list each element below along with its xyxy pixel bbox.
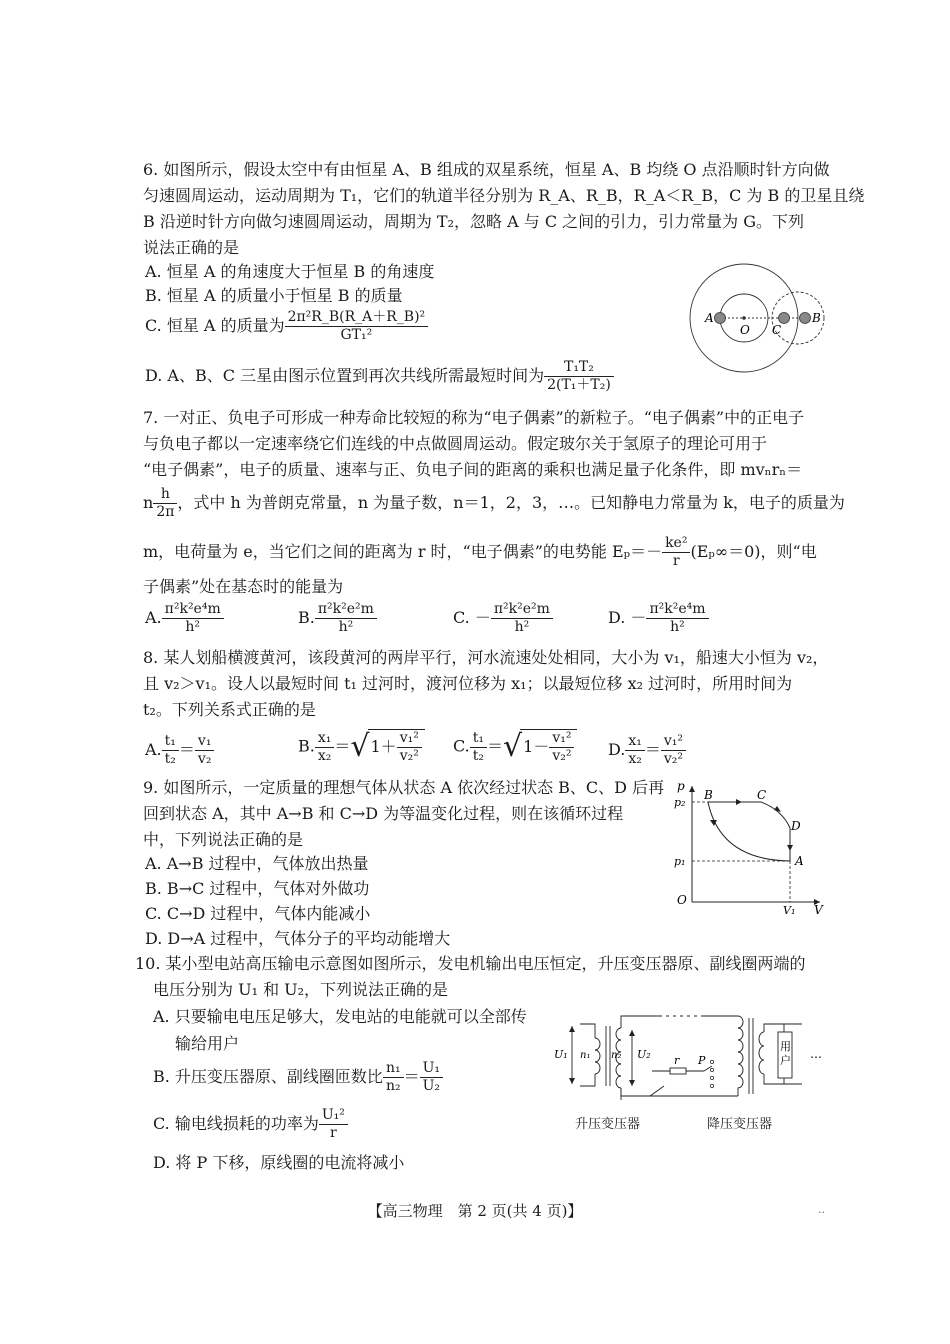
- label-user-1: 用: [780, 1040, 791, 1053]
- q10-line-1: 10. 某小型电站高压输电示意图如图所示，发电机输出电压恒定，升压变压器原、副线圈两端的: [135, 954, 806, 973]
- pv-diagram: [672, 776, 832, 916]
- q7-line-5: [143, 535, 817, 570]
- q6-option-c-label: C. 恒星 A 的质量为: [145, 316, 285, 335]
- q6-option-a: A. 恒星 A 的角速度大于恒星 B 的角速度: [145, 262, 435, 281]
- q9-line-2: 回到状态 A，其中 A→B 和 C→D 为等温变化过程，则在该循环过程: [143, 804, 624, 823]
- label-v: V: [814, 903, 823, 916]
- q7-line-3: “电子偶素”，电子的质量、速率与正、负电子间的距离的乘积也满足量子化条件，即 mvₙrₙ＝: [143, 460, 803, 479]
- label-n2: n₂: [611, 1050, 622, 1061]
- star-a: [715, 313, 726, 324]
- q7-line-4-rest: ，式中 h 为普朗克常量，n 为量子数，n＝1，2，3，…。已知静电力常量为 k，电子的质量为: [177, 493, 845, 512]
- label-o: O: [740, 323, 750, 337]
- label-p1: p₁: [674, 855, 686, 868]
- q8-line-2: 且 v₂＞v₁。设人以最短时间 t₁ 过河时，渡河位移为 x₁；以最短位移 x₂ 过河时，所用时间为: [143, 674, 793, 693]
- q7-option-c: C. － $\frac{\text{π²k²e²m}}{\text{h²}}$: [453, 601, 553, 636]
- q9-option-c: C. C→D 过程中，气体内能减小: [145, 904, 371, 923]
- q6-line-1: 6. 如图所示，假设太空中有由恒星 A、B 组成的双星系统，恒星 A、B 均绕 O 点沿顺时针方向做: [143, 160, 830, 179]
- p-axis-arrow: [689, 786, 695, 792]
- corner-mark: ..: [818, 1203, 825, 1216]
- q8-option-c: C. $\frac{\text{t₁}}{\text{t₂}}$ ＝√1－ $\frac{\text{v₁²}}{\text{v₂²}}$: [453, 729, 577, 765]
- label-p2: p₂: [674, 796, 686, 809]
- q10-option-a-1: A. 只要输电电压足够大，发电站的电能就可以全部传: [153, 1007, 527, 1026]
- center-o: [742, 316, 746, 320]
- q8-option-b: B. $\frac{\text{x₁}}{\text{x₂}}$ ＝√1＋ $\frac{\text{v₁²}}{\text{v₂²}}$: [298, 729, 425, 765]
- q9-option-a: A. A→B 过程中，气体放出热量: [145, 854, 369, 873]
- resistor-r: [670, 1068, 686, 1074]
- q7-line-4: [143, 486, 845, 521]
- q7-line-2: 与负电子都以一定速率绕它们连线的中点做圆周运动。假定玻尔关于氢原子的理论可用于: [143, 434, 768, 453]
- sqrt-sign: √: [350, 729, 370, 764]
- star-b: [800, 313, 811, 324]
- q6-option-c: [145, 309, 428, 344]
- u2-arrow-up: [629, 1030, 635, 1036]
- process-c-d: [761, 802, 790, 828]
- tap-4: [710, 1084, 713, 1087]
- q6-line-2: 匀速圆周运动，运动周期为 T₁，它们的轨道半径分别为 R_A、R_B，R_A＜R_B，C 为 B 的卫星且绕: [143, 186, 865, 205]
- primary-coil: [595, 1038, 600, 1074]
- label-c: C: [757, 788, 767, 802]
- down-secondary-coil: [759, 1032, 764, 1074]
- label-r: r: [674, 1054, 680, 1067]
- q9-option-b: B. B→C 过程中，气体对外做功: [145, 879, 370, 898]
- label-v1: V₁: [783, 904, 796, 916]
- q10-option-c: C. 输电线损耗的功率为 $\frac{\text{U₁²}}{r}$: [153, 1107, 348, 1142]
- tap-1: [710, 1060, 713, 1063]
- label-a: A: [705, 311, 714, 325]
- q6-line-4: 说法正确的是: [143, 238, 240, 257]
- q7-line-6: 子偶素”处在基态时的能量为: [143, 577, 344, 596]
- label-p: p: [677, 779, 685, 793]
- q7-line-4-n: n: [143, 493, 154, 512]
- q6-option-b: B. 恒星 A 的质量小于恒星 B 的质量: [145, 286, 403, 305]
- q8-line-3: t₂。下列关系式正确的是: [143, 700, 316, 719]
- q6-option-d-fraction: $\frac{\text{T₁T₂}}{\text{2(T₁＋T₂)}}$: [544, 359, 614, 394]
- arrow-b-c: [736, 799, 742, 805]
- binary-star-figure: [688, 258, 836, 382]
- page-footer: 【高三物理 第 2 页(共 4 页)】: [367, 1202, 583, 1220]
- q9-line-3: 中，下列说法正确的是: [143, 830, 304, 849]
- label-dots: …: [810, 1047, 822, 1061]
- q9-line-1: 9. 如图所示，一定质量的理想气体从状态 A 依次经过状态 B、C、D 后再: [143, 778, 665, 797]
- u1-arrow-up: [569, 1026, 575, 1032]
- q8-option-d: D. $\frac{\text{x₁}}{\text{x₂}}$ ＝ $\frac{\text{v₁²}}{\text{v₂²}}$: [608, 733, 686, 768]
- label-p: P: [698, 1054, 706, 1067]
- q6-option-d: [145, 359, 614, 394]
- q7-line-5-pre: m，电荷量为 e，当它们之间的距离为 r 时，“电子偶素”的电势能 Eₚ＝－: [143, 542, 663, 561]
- q8-line-1: 8. 某人划船横渡黄河，该段黄河的两岸平行，河水流速处处相同，大小为 v₁，船速大小恒为 v₂，: [143, 648, 829, 667]
- label-a: A: [795, 854, 804, 868]
- label-u2: U₂: [637, 1048, 651, 1061]
- q7-option-d: D. － $\frac{\text{π²k²e⁴m}}{\text{h²}}$: [608, 601, 709, 636]
- q7-option-a: A. $\frac{\text{π²k²e⁴m}}{\text{h²}}$: [145, 601, 224, 636]
- q6-line-3: B 沿逆时针方向做匀速圆周运动，周期为 T₂，忽略 A 与 C 之间的引力，引力常量为 G。下列: [143, 212, 805, 231]
- label-u1: U₁: [554, 1048, 568, 1061]
- q6-option-c-fraction: $\frac{\text{2π²R\_B(R\_A＋R\_B)²}}{\text{GT₁²}}$: [285, 309, 429, 344]
- label-user-2: 户: [780, 1054, 791, 1067]
- label-step-down: 降压变压器: [707, 1117, 773, 1132]
- label-d: D: [791, 819, 801, 833]
- q9-option-d: D. D→A 过程中，气体分子的平均动能增大: [145, 929, 451, 948]
- u2-arrow-down: [629, 1080, 635, 1086]
- label-o: O: [677, 893, 687, 907]
- q10-option-a-2: 输给用户: [175, 1034, 240, 1053]
- sqrt-sign: √: [503, 729, 523, 764]
- label-b: B: [812, 311, 821, 325]
- label-step-up: 升压变压器: [575, 1117, 641, 1132]
- down-primary-coil: [738, 1016, 743, 1096]
- q6-option-d-label: D. A、B、C 三星由图示位置到再次共线所需最短时间为: [145, 366, 545, 385]
- arrow-d-a: [787, 845, 793, 851]
- q7-ke2-over-r: $\frac{\text{ke²}}{r}$: [662, 535, 690, 570]
- q10-option-b: B. 升压变压器原、副线圈匝数比 $\frac{\text{n₁}}{\text{n₂}}$ ＝ $\frac{\text{U₁}}{\text{U₂}}$: [153, 1060, 443, 1095]
- q10-line-2: 电压分别为 U₁ 和 U₂，下列说法正确的是: [153, 980, 449, 999]
- u1-arrow-down: [569, 1078, 575, 1084]
- q10-option-d: D. 将 P 下移，原线圈的电流将减小: [153, 1153, 405, 1172]
- upper-line: [621, 1016, 738, 1028]
- q7-option-b: B. $\frac{\text{π²k²e²m}}{\text{h²}}$: [298, 601, 377, 636]
- q7-h-over-2pi: $\frac{h}{2\pi}$: [153, 486, 177, 521]
- q8-option-a: A. $\frac{\text{t₁}}{\text{t₂}}$ ＝ $\frac{\text{v₁}}{\text{v₂}}$: [145, 733, 214, 768]
- satellite-c: [779, 313, 790, 324]
- tap-2: [710, 1068, 713, 1071]
- label-b: B: [704, 788, 713, 802]
- label-c: C: [772, 323, 782, 337]
- tap-3: [710, 1076, 713, 1079]
- q7-line-1: 7. 一对正、负电子可形成一种寿命比较短的称为“电子偶素”的新粒子。“电子偶素”中的正电子: [143, 408, 805, 427]
- lower-line-1: [621, 1086, 738, 1096]
- label-n1: n₁: [580, 1050, 591, 1061]
- q7-line-5-post: (Eₚ∞＝0)，则“电: [690, 542, 817, 561]
- transmission-circuit-figure: [552, 1002, 842, 1110]
